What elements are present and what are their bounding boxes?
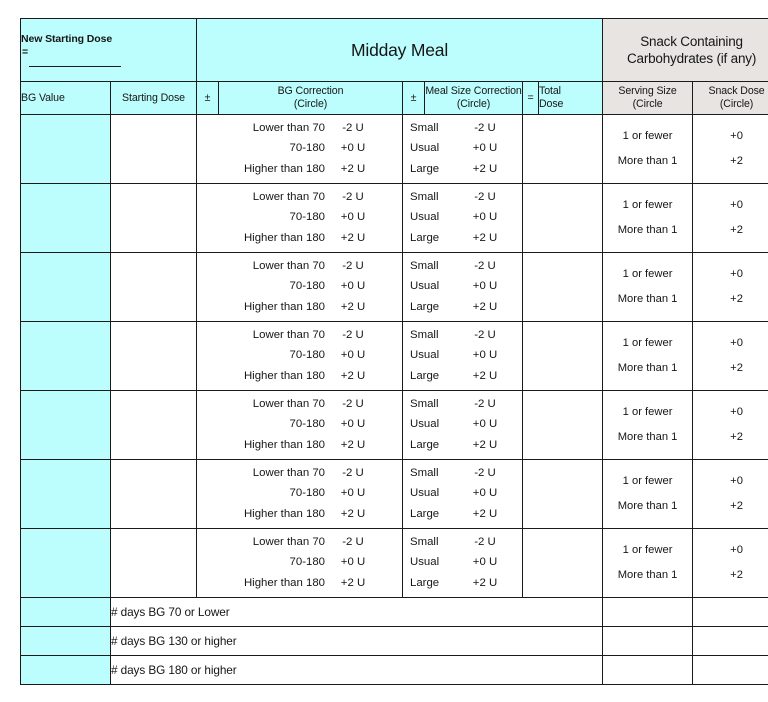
starting-dose-input-cell[interactable] [111, 529, 197, 598]
snack-dose-value: +2 [730, 569, 743, 581]
meal-size-correction-cell[interactable] [403, 460, 523, 529]
bg-correction-label: Lower than 70 [252, 259, 325, 272]
bg-correction-value: -2 U [342, 121, 364, 134]
meal-size-option[interactable] [403, 369, 522, 384]
bg-correction-option[interactable] [197, 210, 402, 225]
bg-correction-option[interactable] [197, 279, 402, 294]
header-bg-correction-label: BG Correction [277, 85, 344, 97]
meal-size-label: Usual [410, 142, 440, 155]
bg-value-input-cell[interactable] [21, 460, 111, 529]
total-dose-input-cell[interactable] [523, 391, 603, 460]
meal-title: Midday Meal [197, 19, 603, 82]
bg-correction-value: +0 U [340, 280, 366, 293]
meal-size-option[interactable] [403, 466, 522, 481]
bg-correction-option[interactable] [197, 555, 402, 570]
table-row [21, 322, 768, 391]
new-starting-dose-blank-line[interactable] [29, 65, 121, 67]
meal-size-label: Small [410, 397, 439, 410]
meal-size-value: +2 U [472, 163, 498, 176]
meal-size-label: Large [410, 508, 440, 521]
bg-correction-option[interactable] [197, 348, 402, 363]
bg-correction-option[interactable] [197, 231, 402, 246]
snack-dose-value: +0 [730, 406, 743, 418]
serving-size-option[interactable]: More than 1 [617, 569, 678, 581]
meal-size-option[interactable] [403, 190, 522, 205]
bg-correction-option[interactable] [197, 438, 402, 453]
serving-size-option[interactable]: 1 or fewer [622, 544, 673, 556]
bg-correction-value: +2 U [340, 577, 366, 590]
summary-row [21, 627, 768, 656]
meal-size-value: +0 U [472, 142, 498, 155]
serving-size-option[interactable]: 1 or fewer [622, 406, 673, 418]
bg-correction-value: +0 U [340, 349, 366, 362]
meal-size-value: +2 U [472, 370, 498, 383]
bg-correction-value: -2 U [342, 397, 364, 410]
serving-size-cell[interactable] [603, 322, 693, 391]
meal-size-value: -2 U [474, 397, 496, 410]
meal-size-label: Usual [410, 211, 440, 224]
snack-section-title: Snack Containing Carbohydrates (if any) [603, 19, 768, 82]
header-bg-correction-sublabel: (Circle) [293, 98, 328, 110]
meal-size-option[interactable] [403, 141, 522, 156]
header-meal-size-correction-label: Meal Size Correction [425, 85, 522, 97]
total-dose-input-cell[interactable] [523, 115, 603, 184]
meal-size-value: -2 U [474, 190, 496, 203]
snack-dose-value: +0 [730, 544, 743, 556]
serving-size-option[interactable]: More than 1 [617, 431, 678, 443]
header-total-dose-line2: Dose [539, 98, 564, 110]
meal-size-label: Usual [410, 556, 440, 569]
serving-size-cell[interactable] [603, 391, 693, 460]
serving-size-option[interactable]: More than 1 [617, 155, 678, 167]
meal-size-value: +0 U [472, 349, 498, 362]
table-row [21, 460, 768, 529]
summary-snack-dose-blank[interactable] [693, 598, 768, 627]
snack-dose-cell[interactable] [693, 391, 768, 460]
bg-correction-value: -2 U [342, 259, 364, 272]
bg-correction-cell[interactable] [197, 115, 403, 184]
bg-correction-value: +0 U [340, 142, 366, 155]
meal-size-label: Usual [410, 280, 440, 293]
header-plus-minus-2-icon: ± [403, 82, 425, 115]
meal-size-label: Small [410, 328, 439, 341]
meal-size-option[interactable] [403, 121, 522, 136]
meal-size-option[interactable] [403, 397, 522, 412]
meal-size-option[interactable] [403, 486, 522, 501]
summary-label: # days BG 70 or Lower [111, 598, 603, 627]
meal-size-value: -2 U [474, 259, 496, 272]
summary-bg-count-cell[interactable] [21, 627, 111, 656]
serving-size-option[interactable]: 1 or fewer [622, 475, 673, 487]
header-serving-size-sublabel: (Circle [632, 98, 663, 110]
summary-snack-dose-blank[interactable] [693, 656, 768, 685]
header-serving-size-label: Serving Size [618, 85, 677, 97]
bg-correction-label: 70-180 [289, 211, 325, 224]
bg-correction-option[interactable] [197, 397, 402, 412]
meal-size-value: +0 U [472, 487, 498, 500]
bg-correction-option[interactable] [197, 190, 402, 205]
bg-correction-value: +0 U [340, 211, 366, 224]
bg-correction-option[interactable] [197, 507, 402, 522]
snack-dose-value: +2 [730, 500, 743, 512]
serving-size-cell[interactable] [603, 184, 693, 253]
total-dose-input-cell[interactable] [523, 322, 603, 391]
bg-correction-cell[interactable] [197, 529, 403, 598]
meal-size-value: -2 U [474, 328, 496, 341]
snack-dose-value: +2 [730, 362, 743, 374]
meal-size-option[interactable] [403, 348, 522, 363]
meal-size-value: -2 U [474, 466, 496, 479]
meal-size-label: Large [410, 163, 440, 176]
serving-size-cell[interactable] [603, 460, 693, 529]
bg-correction-option[interactable] [197, 259, 402, 274]
meal-size-correction-cell[interactable] [403, 322, 523, 391]
summary-label: # days BG 180 or higher [111, 656, 603, 685]
bg-correction-value: +2 U [340, 508, 366, 521]
bg-correction-label: Higher than 180 [243, 232, 325, 245]
meal-size-value: +2 U [472, 301, 498, 314]
bg-correction-cell[interactable] [197, 253, 403, 322]
summary-serving-size-blank[interactable] [603, 598, 693, 627]
starting-dose-input-cell[interactable] [111, 322, 197, 391]
snack-dose-value: +2 [730, 431, 743, 443]
snack-dose-cell[interactable] [693, 460, 768, 529]
bg-correction-option[interactable] [197, 162, 402, 177]
bg-correction-value: +2 U [340, 301, 366, 314]
bg-value-input-cell[interactable] [21, 529, 111, 598]
bg-correction-option[interactable] [197, 417, 402, 432]
column-header-row [21, 82, 768, 115]
meal-size-option[interactable] [403, 576, 522, 591]
meal-size-option[interactable] [403, 438, 522, 453]
snack-dose-cell[interactable] [693, 253, 768, 322]
snack-dose-value: +0 [730, 268, 743, 280]
bg-value-input-cell[interactable] [21, 184, 111, 253]
meal-size-value: +2 U [472, 232, 498, 245]
meal-size-option[interactable] [403, 231, 522, 246]
bg-correction-label: 70-180 [289, 280, 325, 293]
bg-correction-cell[interactable] [197, 460, 403, 529]
meal-size-correction-cell[interactable] [403, 115, 523, 184]
bg-correction-value: +2 U [340, 370, 366, 383]
summary-row [21, 598, 768, 627]
meal-size-label: Usual [410, 487, 440, 500]
bg-correction-cell[interactable] [197, 184, 403, 253]
summary-serving-size-blank[interactable] [603, 627, 693, 656]
meal-size-label: Large [410, 577, 440, 590]
meal-size-correction-cell[interactable] [403, 391, 523, 460]
snack-dose-value: +0 [730, 199, 743, 211]
snack-dose-cell[interactable] [693, 322, 768, 391]
table-row [21, 115, 768, 184]
snack-dose-value: +0 [730, 337, 743, 349]
header-bg-correction [219, 82, 403, 115]
serving-size-option[interactable]: More than 1 [617, 362, 678, 374]
bg-correction-label: Higher than 180 [243, 577, 325, 590]
header-snack-dose [693, 82, 768, 115]
meal-size-label: Small [410, 535, 439, 548]
bg-correction-label: Higher than 180 [243, 508, 325, 521]
header-meal-size-correction-sublabel: (Circle) [456, 98, 491, 110]
meal-size-value: +0 U [472, 556, 498, 569]
bg-correction-option[interactable] [197, 576, 402, 591]
bg-correction-value: -2 U [342, 466, 364, 479]
serving-size-cell[interactable] [603, 253, 693, 322]
bg-correction-label: Higher than 180 [243, 439, 325, 452]
meal-size-value: +2 U [472, 439, 498, 452]
summary-label: # days BG 130 or higher [111, 627, 603, 656]
meal-size-option[interactable] [403, 417, 522, 432]
bg-correction-label: Lower than 70 [252, 466, 325, 479]
serving-size-option[interactable]: More than 1 [617, 224, 678, 236]
snack-dose-value: +0 [730, 130, 743, 142]
meal-size-value: +2 U [472, 577, 498, 590]
snack-dose-value: +2 [730, 224, 743, 236]
meal-size-option[interactable] [403, 162, 522, 177]
meal-size-option[interactable] [403, 279, 522, 294]
new-starting-dose-label: New Starting Dose [21, 33, 113, 45]
new-starting-dose-cell[interactable] [21, 19, 197, 82]
bg-correction-option[interactable] [197, 369, 402, 384]
header-plus-minus-1-icon: ± [197, 82, 219, 115]
meal-size-option[interactable] [403, 328, 522, 343]
serving-size-option[interactable]: 1 or fewer [622, 199, 673, 211]
summary-row [21, 656, 768, 685]
meal-size-label: Large [410, 370, 440, 383]
table-row [21, 184, 768, 253]
starting-dose-input-cell[interactable] [111, 115, 197, 184]
table-row [21, 529, 768, 598]
total-dose-input-cell[interactable] [523, 184, 603, 253]
serving-size-cell[interactable] [603, 529, 693, 598]
meal-size-label: Small [410, 466, 439, 479]
snack-dose-value: +2 [730, 293, 743, 305]
bg-correction-option[interactable] [197, 328, 402, 343]
bg-correction-value: +0 U [340, 487, 366, 500]
bg-correction-option[interactable] [197, 535, 402, 550]
meal-size-label: Usual [410, 418, 440, 431]
bg-correction-label: Lower than 70 [252, 190, 325, 203]
bg-correction-value: +2 U [340, 439, 366, 452]
serving-size-option[interactable]: More than 1 [617, 293, 678, 305]
summary-rows [21, 598, 768, 685]
starting-dose-input-cell[interactable] [111, 391, 197, 460]
header-total-dose [539, 82, 603, 115]
header-starting-dose: Starting Dose [111, 82, 197, 115]
meal-size-label: Small [410, 190, 439, 203]
bg-correction-value: +0 U [340, 556, 366, 569]
serving-size-cell[interactable] [603, 115, 693, 184]
bg-correction-label: Higher than 180 [243, 301, 325, 314]
meal-size-value: -2 U [474, 535, 496, 548]
bg-correction-value: +2 U [340, 163, 366, 176]
summary-bg-count-cell[interactable] [21, 656, 111, 685]
meal-size-value: -2 U [474, 121, 496, 134]
summary-serving-size-blank[interactable] [603, 656, 693, 685]
bg-correction-label: 70-180 [289, 556, 325, 569]
bg-correction-option[interactable] [197, 121, 402, 136]
log-entry-rows [21, 115, 768, 598]
header-snack-dose-sublabel: (Circle) [719, 98, 754, 110]
bg-correction-option[interactable] [197, 466, 402, 481]
serving-size-option[interactable]: 1 or fewer [622, 268, 673, 280]
bg-correction-value: +0 U [340, 418, 366, 431]
bg-correction-cell[interactable] [197, 322, 403, 391]
meal-size-label: Large [410, 439, 440, 452]
starting-dose-input-cell[interactable] [111, 184, 197, 253]
snack-dose-value: +0 [730, 475, 743, 487]
bg-correction-option[interactable] [197, 486, 402, 501]
bg-correction-label: 70-180 [289, 487, 325, 500]
meal-size-option[interactable] [403, 259, 522, 274]
bg-correction-label: 70-180 [289, 349, 325, 362]
header-equals-icon: = [523, 82, 539, 115]
serving-size-option[interactable]: 1 or fewer [622, 337, 673, 349]
bg-correction-label: Lower than 70 [252, 397, 325, 410]
bg-correction-label: 70-180 [289, 142, 325, 155]
meal-size-option[interactable] [403, 210, 522, 225]
summary-snack-dose-blank[interactable] [693, 627, 768, 656]
starting-dose-input-cell[interactable] [111, 253, 197, 322]
snack-dose-cell[interactable] [693, 115, 768, 184]
bg-correction-option[interactable] [197, 300, 402, 315]
bg-correction-value: +2 U [340, 232, 366, 245]
new-starting-dose-equals-sign: = [22, 46, 29, 58]
header-snack-dose-label: Snack Dose [708, 85, 765, 97]
bg-correction-value: -2 U [342, 535, 364, 548]
summary-bg-count-cell[interactable] [21, 598, 111, 627]
bg-value-input-cell[interactable] [21, 115, 111, 184]
meal-size-label: Large [410, 232, 440, 245]
total-dose-input-cell[interactable] [523, 529, 603, 598]
bg-correction-label: Lower than 70 [252, 328, 325, 341]
bg-correction-label: Higher than 180 [243, 163, 325, 176]
bg-correction-value: -2 U [342, 328, 364, 341]
meal-size-option[interactable] [403, 555, 522, 570]
bg-correction-label: Higher than 180 [243, 370, 325, 383]
total-dose-input-cell[interactable] [523, 460, 603, 529]
meal-size-value: +0 U [472, 418, 498, 431]
meal-size-correction-cell[interactable] [403, 184, 523, 253]
meal-size-value: +2 U [472, 508, 498, 521]
bg-correction-label: 70-180 [289, 418, 325, 431]
bg-value-input-cell[interactable] [21, 391, 111, 460]
bg-correction-cell[interactable] [197, 391, 403, 460]
serving-size-option[interactable]: 1 or fewer [622, 130, 673, 142]
meal-size-option[interactable] [403, 300, 522, 315]
snack-dose-cell[interactable] [693, 529, 768, 598]
bg-correction-value: -2 U [342, 190, 364, 203]
bg-value-input-cell[interactable] [21, 253, 111, 322]
meal-size-label: Usual [410, 349, 440, 362]
starting-dose-input-cell[interactable] [111, 460, 197, 529]
meal-size-correction-cell[interactable] [403, 529, 523, 598]
table-row [21, 253, 768, 322]
snack-dose-value: +2 [730, 155, 743, 167]
meal-size-label: Small [410, 259, 439, 272]
bg-correction-label: Lower than 70 [252, 535, 325, 548]
bg-correction-label: Lower than 70 [252, 121, 325, 134]
header-bg-value: BG Value [21, 82, 111, 115]
meal-size-label: Large [410, 301, 440, 314]
meal-size-value: +0 U [472, 211, 498, 224]
meal-size-label: Small [410, 121, 439, 134]
meal-size-option[interactable] [403, 507, 522, 522]
total-dose-input-cell[interactable] [523, 253, 603, 322]
meal-size-value: +0 U [472, 280, 498, 293]
bg-correction-option[interactable] [197, 141, 402, 156]
meal-size-correction-cell[interactable] [403, 253, 523, 322]
midday-meal-log-table [20, 18, 768, 685]
bg-value-input-cell[interactable] [21, 322, 111, 391]
meal-size-option[interactable] [403, 535, 522, 550]
header-meal-size-correction [425, 82, 523, 115]
table-row [21, 391, 768, 460]
banner-row [21, 19, 768, 82]
serving-size-option[interactable]: More than 1 [617, 500, 678, 512]
header-total-dose-line1: Total [539, 85, 561, 97]
header-serving-size [603, 82, 693, 115]
snack-dose-cell[interactable] [693, 184, 768, 253]
